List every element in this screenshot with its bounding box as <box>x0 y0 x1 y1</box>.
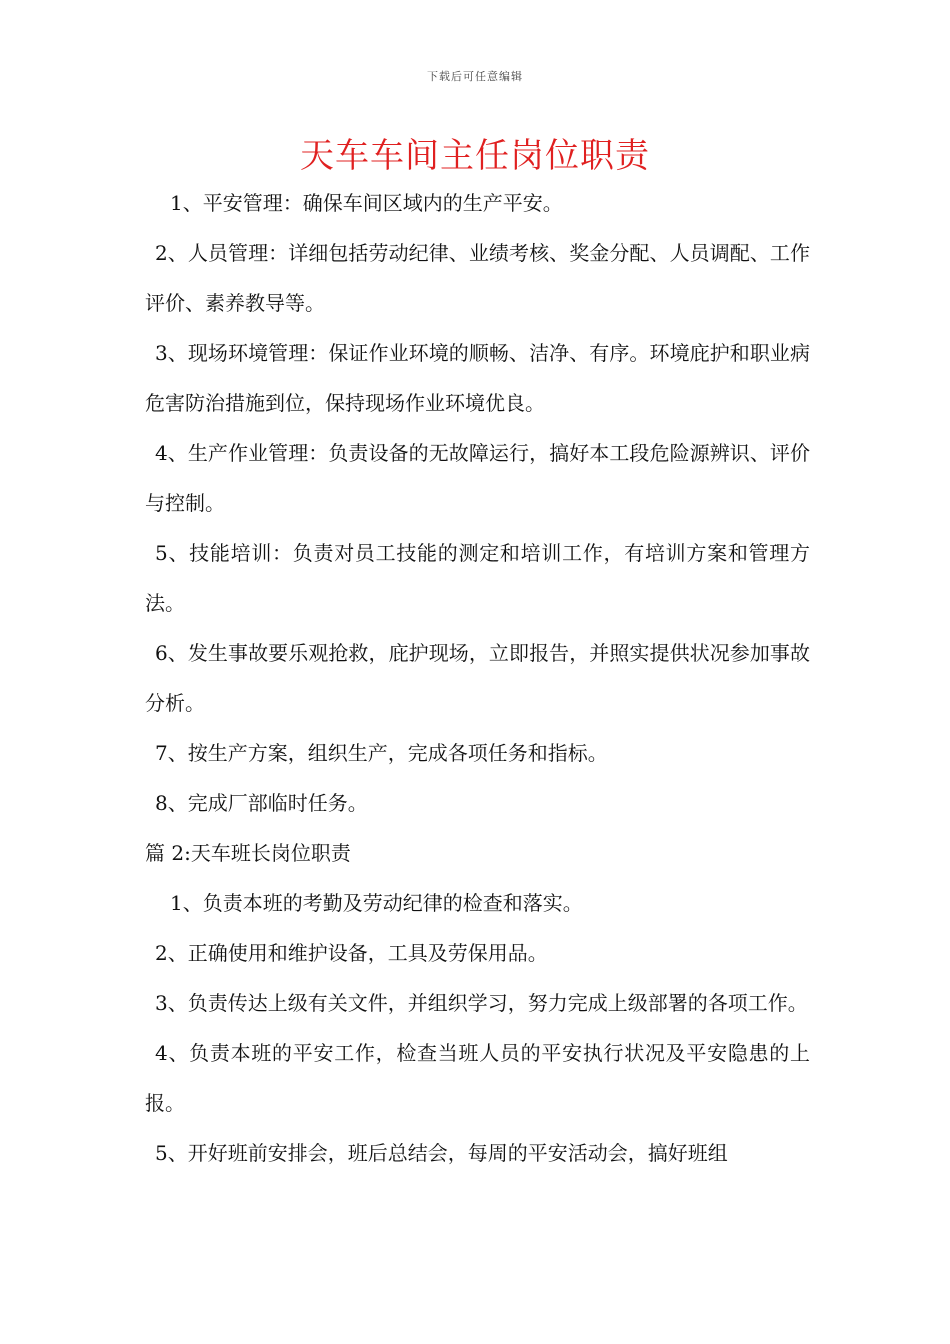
duty-item: 2、正确使用和维护设备，工具及劳保用品。 <box>155 941 548 965</box>
duty-item: 2、人员管理：详细包括劳动纪律、业绩考核、奖金分配、人员调配、工作评价、素养教导等。 <box>145 241 810 315</box>
duty-item: 5、技能培训：负责对员工技能的测定和培训工作，有培训方案和管理方法。 <box>145 541 810 615</box>
duty-item: 4、负责本班的平安工作，检查当班人员的平安执行状况及平安隐患的上报。 <box>145 1041 810 1115</box>
duty-item: 8、完成厂部临时任务。 <box>155 791 368 815</box>
duty-item: 5、开好班前安排会，班后总结会，每周的平安活动会，搞好班组 <box>155 1141 728 1165</box>
duty-item: 1、负责本班的考勤及劳动纪律的检查和落实。 <box>170 891 583 915</box>
duty-item: 6、发生事故要乐观抢救，庇护现场，立即报告，并照实提供状况参加事故分析。 <box>145 641 810 715</box>
duty-item: 3、现场环境管理：保证作业环境的顺畅、洁净、有序。环境庇护和职业病危害防治措施到位，保持现场作业环境优良。 <box>145 341 810 415</box>
duty-item: 4、生产作业管理：负责设备的无故障运行，搞好本工段危险源辨识、评价与控制。 <box>145 441 810 515</box>
duty-item: 7、按生产方案，组织生产，完成各项任务和指标。 <box>155 741 608 765</box>
header-note: 下载后可任意编辑 <box>427 70 523 83</box>
section-heading: 篇 2:天车班长岗位职责 <box>145 841 351 865</box>
document-body <box>145 178 810 1178</box>
duty-item: 1、平安管理：确保车间区域内的生产平安。 <box>170 191 563 215</box>
document-title: 天车车间主任岗位职责 <box>300 136 650 176</box>
duty-item: 3、负责传达上级有关文件，并组织学习，努力完成上级部署的各项工作。 <box>155 991 808 1015</box>
